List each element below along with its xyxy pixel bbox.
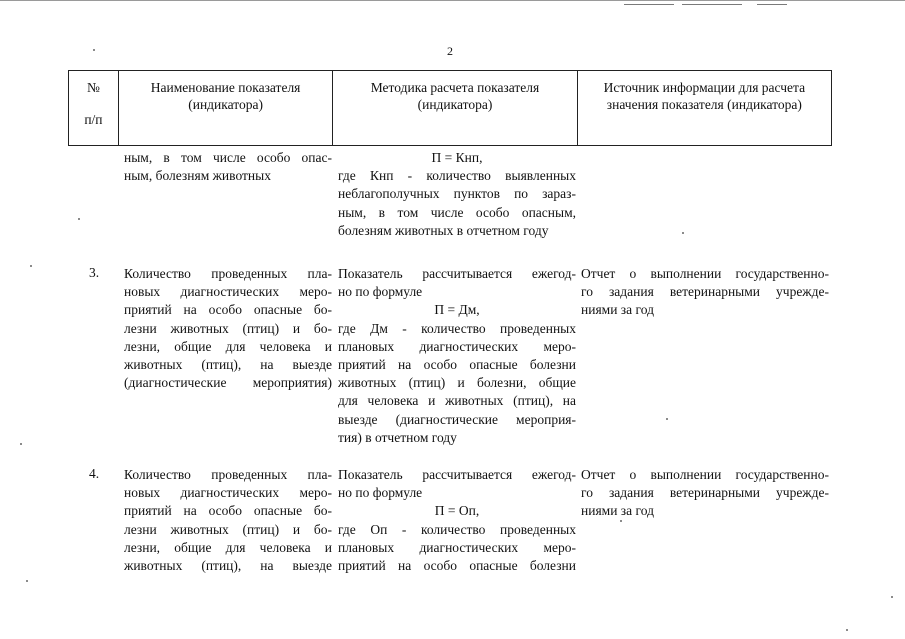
formula: П = Кнп, bbox=[431, 150, 483, 165]
method-line: плановых диагностических меро- bbox=[338, 539, 576, 555]
source-line: го задания ветеринарными учрежде- bbox=[581, 284, 829, 300]
source-line: Отчет о выполнении государственно- bbox=[581, 467, 829, 482]
name-line: ным, в том числе особо опас- bbox=[124, 150, 332, 165]
name-line: новых диагностических меро- bbox=[124, 485, 332, 501]
header-number-abbrev: п/п bbox=[84, 112, 103, 127]
method-line: приятий на особо опасные болезни bbox=[338, 357, 576, 373]
method-line: для человека и животных (птиц), на bbox=[338, 393, 576, 409]
scan-mark bbox=[682, 4, 742, 5]
row-number: 4. bbox=[89, 466, 100, 481]
row-continuation-name bbox=[124, 149, 332, 185]
row-4-method bbox=[338, 466, 576, 575]
row-3-name bbox=[124, 265, 332, 392]
method-line: но по формуле bbox=[338, 284, 423, 300]
scan-speck bbox=[30, 265, 32, 267]
method-line: животных (птиц) и болезни, общие bbox=[338, 375, 576, 391]
scan-speck bbox=[78, 218, 80, 220]
header-col-number bbox=[69, 71, 119, 145]
name-line: (диагностические мероприятия) bbox=[124, 375, 332, 391]
row-4-source bbox=[581, 466, 829, 521]
header-name-text: Наименование показателя (индикатора) bbox=[150, 80, 301, 112]
name-line: животных (птиц), на выезде bbox=[124, 357, 332, 373]
header-col-source bbox=[578, 71, 831, 145]
name-line: лезни, общие для человека и bbox=[124, 539, 332, 555]
scan-speck bbox=[846, 629, 848, 631]
row-continuation-method bbox=[338, 149, 576, 240]
scan-top-edge bbox=[0, 0, 905, 4]
header-number-sign: № bbox=[86, 80, 100, 95]
source-line: Отчет о выполнении государственно- bbox=[581, 266, 829, 281]
method-line: где Кнп - количество выявленных bbox=[338, 168, 576, 184]
method-line: приятий на особо опасные болезни bbox=[338, 558, 576, 574]
name-line: новых диагностических меро- bbox=[124, 284, 332, 300]
method-line: неблагополучных пунктов по зараз- bbox=[338, 186, 576, 202]
name-line: Количество проведенных пла- bbox=[124, 467, 332, 482]
method-line: где Дм - количество проведенных bbox=[338, 320, 576, 336]
scan-speck bbox=[26, 580, 28, 582]
source-line: ниями за год bbox=[581, 503, 654, 519]
method-line: болезням животных в отчетном году bbox=[338, 222, 549, 238]
row-4-name bbox=[124, 466, 332, 575]
scan-mark bbox=[624, 4, 674, 5]
method-line: выезде (диагностические мероприя- bbox=[338, 411, 576, 427]
row-number: 3. bbox=[89, 265, 100, 280]
name-line: лезни, общие для человека и bbox=[124, 338, 332, 354]
name-line: лезни животных (птиц) и бо- bbox=[124, 320, 332, 336]
method-line: тия) в отчетном году bbox=[338, 429, 457, 445]
scan-mark bbox=[757, 4, 787, 5]
row-3-source bbox=[581, 265, 829, 320]
source-line: го задания ветеринарными учрежде- bbox=[581, 485, 829, 501]
method-line: Показатель рассчитывается ежегод- bbox=[338, 467, 576, 482]
method-line: где Оп - количество проведенных bbox=[338, 521, 576, 537]
source-line: ниями за год bbox=[581, 302, 654, 318]
name-line: животных (птиц), на выезде bbox=[124, 558, 332, 574]
scan-speck bbox=[891, 596, 893, 598]
header-col-name bbox=[119, 71, 333, 145]
method-line: Показатель рассчитывается ежегод- bbox=[338, 266, 576, 281]
method-line: но по формуле bbox=[338, 485, 423, 501]
row-3-method bbox=[338, 265, 576, 447]
scan-speck bbox=[620, 520, 622, 522]
scan-speck bbox=[666, 418, 668, 420]
scan-speck bbox=[20, 443, 22, 445]
formula: П = Дм, bbox=[434, 302, 480, 318]
name-line: ным, болезням животных bbox=[124, 168, 271, 184]
header-source-text: Источник информации для расчета значения показателя (индикатора) bbox=[603, 80, 806, 112]
header-col-method bbox=[333, 71, 577, 145]
name-line: лезни животных (птиц) и бо- bbox=[124, 521, 332, 537]
method-line: плановых диагностических меро- bbox=[338, 338, 576, 354]
name-line: Количество проведенных пла- bbox=[124, 266, 332, 281]
name-line: приятий на особо опасные бо- bbox=[124, 503, 332, 519]
scan-speck bbox=[93, 49, 95, 51]
table-header bbox=[68, 70, 832, 146]
method-line: ным, в том числе особо опасным, bbox=[338, 204, 576, 220]
header-method-text: Методика расчета показателя (индикатора) bbox=[370, 80, 540, 112]
scan-speck bbox=[682, 232, 684, 234]
name-line: приятий на особо опасные бо- bbox=[124, 302, 332, 318]
formula: П = Оп, bbox=[434, 503, 480, 519]
page-number: 2 bbox=[447, 44, 453, 58]
